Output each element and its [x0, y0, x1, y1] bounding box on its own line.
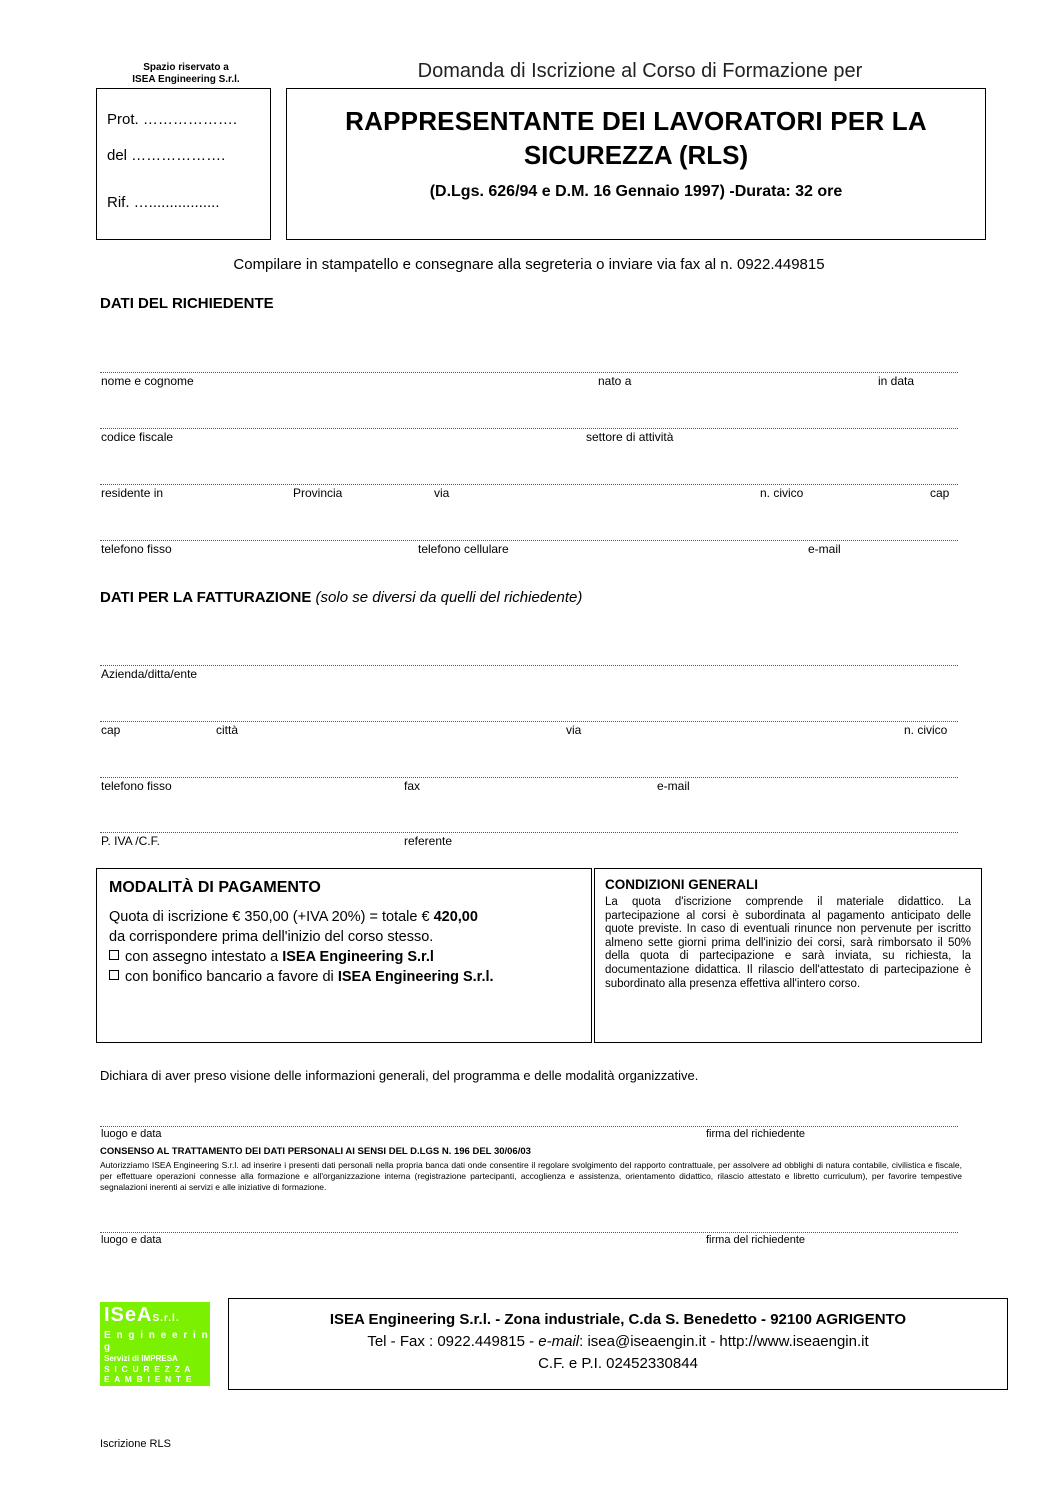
label-fax: fax — [404, 779, 421, 793]
isea-logo — [100, 1302, 210, 1386]
consent-text: Autorizziamo ISEA Engineering S.r.l. ad inserire i presenti dati personali nella propria banca dati onde consentire il regolare svolgimento del rapporto contrattuale, per assolvere ad obblighi di natura contabile, civilistica e fiscale, per effettuare operazioni connesse alla formazione e all'organizzazione interna (registrazione partecipanti, accoglienza e assistenza, orientamento didattico, rilascio attestato e libretto curriculum), per favorire tempestive segnalazioni inerenti ai servizi e alle iniziative di formazione. — [100, 1160, 962, 1192]
label-email-azienda: e-mail — [657, 779, 690, 793]
label-n-civico-azienda: n. civico — [904, 723, 948, 737]
payment-total: 420,00 — [433, 909, 478, 925]
logo-name-text: ISeA — [104, 1304, 153, 1326]
conditions-box — [594, 868, 982, 1043]
label-telefono-fisso-azienda: telefono fisso — [101, 779, 172, 793]
label-cap: cap — [930, 486, 950, 500]
footer-contacts — [229, 1331, 1007, 1353]
section-title-billing-main: DATI PER LA FATTURAZIONE — [100, 589, 316, 606]
footer-address — [229, 1309, 1007, 1331]
logo-sicurezza: S I C U R E Z Z A — [104, 1364, 192, 1374]
field-line-azienda[interactable] — [100, 665, 958, 666]
label-nome-cognome: nome e cognome — [101, 374, 194, 388]
label-piva-cf: P. IVA /C.F. — [101, 834, 160, 848]
document-footer-name: Iscrizione RLS — [100, 1438, 171, 1450]
prot-field[interactable]: Prot. ………………. — [107, 111, 238, 128]
logo-services — [104, 1354, 210, 1364]
label-referente: referente — [404, 834, 453, 848]
label-cap-azienda: cap — [101, 723, 121, 737]
footer-address-text: ISEA Engineering S.r.l. - Zona industriale, C.da S. Benedetto - 92100 AGRIGENTO — [329, 1311, 907, 1328]
footer-email-label: e-mail — [538, 1333, 580, 1350]
prot-box-caption — [96, 62, 276, 86]
del-field[interactable]: del ………………. — [107, 147, 226, 164]
payment-option-bonifico[interactable] — [109, 967, 579, 987]
checkbox-icon-bonifico[interactable] — [109, 970, 119, 980]
label-telefono-cellulare: telefono cellulare — [418, 542, 509, 556]
field-line-name[interactable] — [100, 372, 958, 373]
checkbox-icon-assegno[interactable] — [109, 950, 119, 960]
label-firma-2: firma del richiedente — [706, 1234, 806, 1246]
section-title-applicant: DATI DEL RICHIEDENTE — [100, 295, 274, 312]
label-codice-fiscale: codice fiscale — [101, 430, 174, 444]
label-luogo-data-1: luogo e data — [101, 1128, 162, 1140]
field-line-codice-fiscale[interactable] — [100, 428, 958, 429]
field-line-contatti[interactable] — [100, 540, 958, 541]
label-provincia: Provincia — [293, 486, 343, 500]
payment-option-assegno[interactable] — [109, 947, 579, 967]
field-line-residenza[interactable] — [100, 484, 958, 485]
payment-amount-text: Quota di iscrizione € 350,00 (+IVA 20%) = totale € — [109, 909, 434, 925]
label-via-azienda: via — [566, 723, 582, 737]
signature-line-2[interactable] — [100, 1232, 958, 1233]
form-title-law: (D.Lgs. 626/94 e D.M. 16 Gennaio 1997) -Durata: 32 ore — [429, 183, 843, 200]
footer-tel: Tel - Fax : 0922.449815 - — [367, 1333, 539, 1350]
compile-instruction: Compilare in stampatello e consegnare alla segreteria o inviare via fax al n. 0922.449815 — [233, 256, 825, 273]
prot-caption-line1: Spazio riservato a — [143, 62, 229, 73]
consent-title: CONSENSO AL TRATTAMENTO DEI DATI PERSONALI AI SENSI DEL D.LGS N. 196 DEL 30/06/03 — [100, 1146, 531, 1157]
conditions-title: CONDIZIONI GENERALI — [605, 877, 759, 892]
payment-option-assegno-text: con assegno intestato a — [125, 949, 283, 965]
conditions-text: La quota d'iscrizione comprende il materiale didattico. La partecipazione al corsi è subordinata al pagamento anticipato delle quote previste. In caso di eventuali rinunce non pervenute per iscritto almeno sette giorni prima dell'inizio dei corsi, sarà rimborsato il 50% della quota di partecipazione e sarà inviata, su richiesta, la documentazione didattica. Il rilascio dell'attestato di partecipazione è subordinato alla presenza effettiva all'intero corso. — [605, 896, 971, 990]
logo-ambiente: E A M B I E N T E — [104, 1374, 193, 1384]
payment-option-assegno-company: ISEA Engineering S.r.l — [282, 949, 434, 965]
footer-vat: C.F. e P.I. 02452330844 — [538, 1355, 698, 1372]
label-in-data: in data — [878, 374, 915, 388]
label-citta: città — [216, 723, 239, 737]
logo-srl: S.r.l. — [152, 1313, 180, 1324]
label-telefono-fisso: telefono fisso — [101, 542, 172, 556]
payment-option-bonifico-company: ISEA Engineering S.r.l. — [337, 969, 494, 985]
payment-box — [96, 868, 592, 1043]
label-luogo-data-2: luogo e data — [101, 1234, 162, 1246]
form-title-box — [286, 88, 986, 240]
footer-email-web[interactable]: : isea@iseaengin.it - http://www.iseaengin.it — [579, 1333, 869, 1350]
rif-field[interactable]: Rif. …................. — [107, 194, 220, 211]
protocol-box — [96, 88, 271, 240]
logo-services-b: IMPRESA — [141, 1354, 178, 1363]
field-line-piva[interactable] — [100, 832, 958, 833]
payment-title: MODALITÀ DI PAGAMENTO — [109, 879, 321, 896]
prot-caption-line2: ISEA Engineering S.r.l. — [132, 74, 240, 85]
signature-line-1[interactable] — [100, 1126, 958, 1127]
logo-services-a: Servizi di — [104, 1354, 142, 1363]
section-title-billing — [100, 589, 582, 606]
payment-terms-line: da corrispondere prima dell'inizio del corso stesso. — [109, 929, 434, 945]
label-nato-a: nato a — [598, 374, 632, 388]
logo-engineering: E n g i n e e r i n g — [104, 1330, 210, 1353]
form-subtitle: Domanda di Iscrizione al Corso di Formazione per — [417, 60, 863, 82]
form-title-line1: RAPPRESENTANTE DEI LAVORATORI PER LA — [345, 106, 927, 136]
form-title-line2: SICUREZZA (RLS) — [523, 140, 749, 170]
logo-name — [104, 1304, 210, 1330]
label-n-civico: n. civico — [760, 486, 804, 500]
label-via: via — [434, 486, 450, 500]
label-residente-in: residente in — [101, 486, 164, 500]
payment-amount-line — [109, 907, 579, 927]
section-title-billing-note: (solo se diversi da quelli del richiedente) — [315, 589, 583, 606]
label-firma-1: firma del richiedente — [706, 1128, 806, 1140]
company-footer-box — [228, 1298, 1008, 1390]
payment-option-bonifico-text: con bonifico bancario a favore di — [125, 969, 338, 985]
label-azienda: Azienda/ditta/ente — [101, 667, 198, 681]
label-email: e-mail — [808, 542, 841, 556]
field-line-contatti-azienda[interactable] — [100, 777, 958, 778]
label-settore-attivita: settore di attività — [586, 430, 674, 444]
field-line-indirizzo-azienda[interactable] — [100, 721, 958, 722]
declaration-text: Dichiara di aver preso visione delle informazioni generali, del programma e delle modalità organizzative. — [100, 1068, 699, 1083]
